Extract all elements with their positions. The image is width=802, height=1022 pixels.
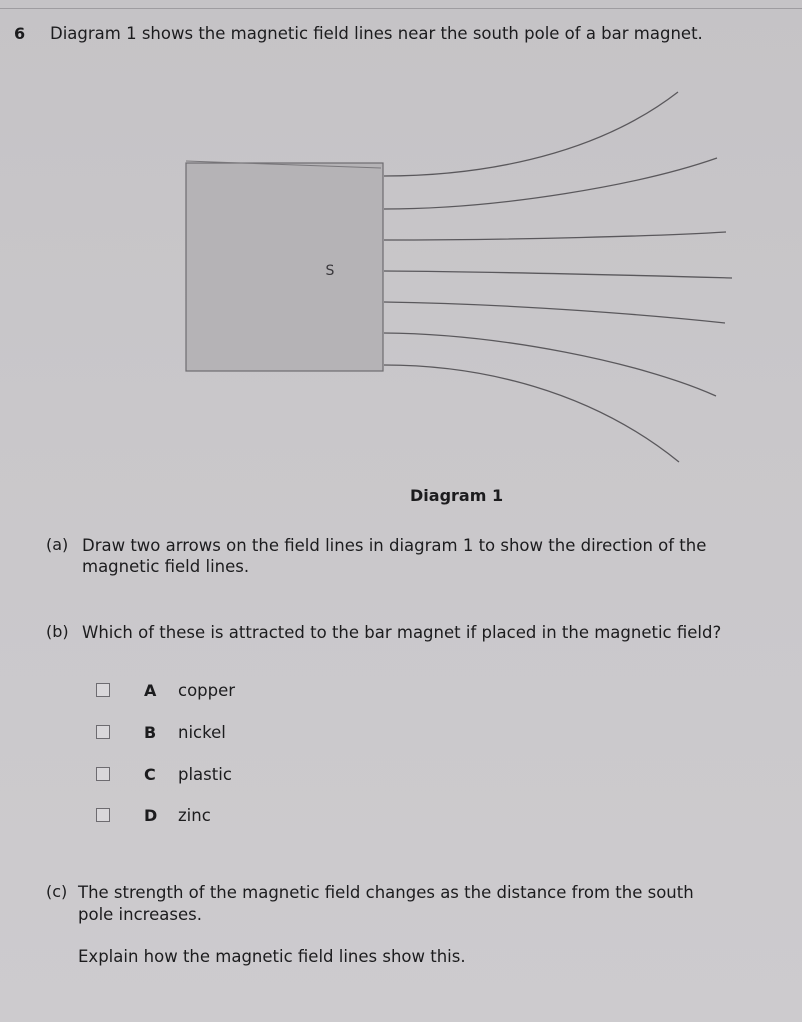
part-a-line-1: Draw two arrows on the field lines in diagram 1 to show the direction of the — [82, 536, 707, 555]
diagram-caption: Diagram 1 — [410, 486, 504, 505]
option-d-text: zinc — [178, 805, 211, 825]
south-pole-label: S — [325, 263, 335, 279]
part-c-instruction: Explain how the magnetic field lines show this. — [78, 947, 466, 966]
part-c-line-2: pole increases. — [78, 905, 202, 924]
option-a[interactable] — [96, 678, 236, 702]
option-d-letter: D — [144, 805, 158, 825]
option-d[interactable] — [96, 803, 211, 827]
option-a-letter: A — [144, 680, 157, 700]
field-line-5 — [384, 302, 725, 323]
part-a-line-2: magnetic field lines. — [82, 557, 250, 576]
part-a-label: (a) — [46, 535, 69, 554]
field-line-3 — [384, 232, 726, 240]
bar-magnet — [186, 163, 383, 371]
option-b-checkbox[interactable] — [96, 725, 110, 739]
field-line-4 — [384, 271, 732, 278]
field-line-6 — [384, 333, 716, 396]
option-a-checkbox[interactable] — [96, 683, 110, 697]
part-b-label: (b) — [46, 622, 69, 641]
part-c-label: (c) — [46, 882, 68, 901]
option-c-checkbox[interactable] — [96, 767, 110, 781]
field-lines — [384, 92, 732, 462]
part-b-question: Which of these is attracted to the bar magnet if placed in the magnetic field? — [82, 623, 722, 642]
option-c-text: plastic — [178, 764, 232, 784]
option-c-letter: C — [144, 764, 156, 784]
question-number: 6 — [14, 24, 26, 43]
question-text: Diagram 1 shows the magnetic field lines near the south pole of a bar magnet. — [50, 24, 703, 43]
option-c[interactable] — [96, 762, 232, 786]
field-line-2 — [384, 158, 717, 209]
option-b[interactable] — [96, 720, 226, 744]
field-line-1 — [384, 92, 678, 176]
option-a-text: copper — [178, 680, 236, 700]
option-d-checkbox[interactable] — [96, 808, 110, 822]
part-c-line-1: The strength of the magnetic field changes as the distance from the south — [78, 883, 694, 902]
option-b-letter: B — [144, 722, 157, 742]
field-line-7 — [384, 365, 679, 462]
option-b-text: nickel — [178, 722, 226, 742]
